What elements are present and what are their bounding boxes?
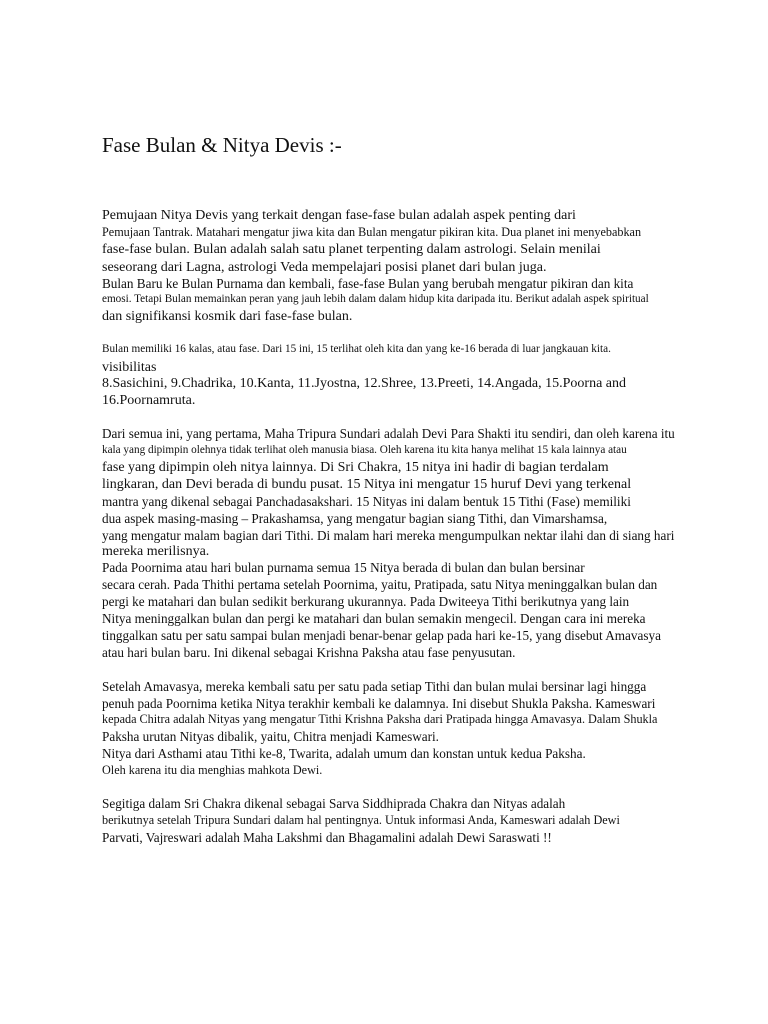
text-line: emosi. Tetapi Bulan memainkan peran yang jauh lebih dalam dalam hidup kita daripada itu. Berikut adalah aspek spiritual (102, 293, 649, 305)
text-line: fase-fase bulan. Bulan adalah salah satu planet terpenting dalam astrologi. Selain menilai (102, 242, 601, 257)
text-line: fase yang dipimpin oleh nitya lainnya. Di Sri Chakra, 15 nitya ini hadir di bagian terdalam (102, 460, 609, 475)
text-line: Pemujaan Nitya Devis yang terkait dengan fase-fase bulan adalah aspek penting dari (102, 208, 576, 223)
text-line: Nitya dari Asthami atau Tithi ke-8, Twarita, adalah umum dan konstan untuk kedua Paksha. (102, 746, 586, 761)
text-line: Oleh karena itu dia menghias mahkota Dewi. (102, 763, 323, 777)
text-line: yang mengatur malam bagian dari Tithi. Di malam hari mereka mengumpulkan nektar ilahi dan di siang hari (102, 528, 675, 543)
text-line: berikutnya setelah Tripura Sundari dalam hal pentingnya. Untuk informasi Anda, Kameswari adalah Dewi (102, 813, 620, 827)
text-line: visibilitas (102, 360, 157, 375)
text-line: pergi ke matahari dan bulan sedikit berkurang ukurannya. Pada Dwiteeya Tithi berikutnya yang lain (102, 594, 630, 609)
text-line: secara cerah. Pada Thithi pertama setelah Poornima, yaitu, Pratipada, satu Nitya meninggalkan bulan dan (102, 577, 658, 592)
text-line: lingkaran, dan Devi berada di bundu pusat. 15 Nitya ini mengatur 15 huruf Devi yang terkenal (102, 477, 632, 492)
text-line: Pada Poornima atau hari bulan purnama semua 15 Nitya berada di bulan dan bulan bersinar (102, 560, 585, 575)
document-title: Fase Bulan & Nitya Devis :- (102, 133, 342, 157)
text-line: Pemujaan Tantrak. Matahari mengatur jiwa kita dan Bulan mengatur pikiran kita. Dua planet ini menyebabkan (102, 225, 642, 239)
text-line: dan signifikansi kosmik dari fase-fase bulan. (102, 309, 353, 324)
text-line: seseorang dari Lagna, astrologi Veda mempelajari posisi planet dari bulan juga. (102, 260, 547, 275)
text-line: kala yang dipimpin olehnya tidak terlihat oleh manusia biasa. Oleh karena itu kita hanya melihat 15 kala lainnya atau (102, 444, 627, 456)
text-line: mereka merilisnya. (102, 544, 210, 559)
text-line: Paksha urutan Nityas dibalik, yaitu, Chitra menjadi Kameswari. (102, 729, 439, 744)
text-line: 16.Poornamruta. (102, 393, 196, 408)
text-line: kepada Chitra adalah Nityas yang mengatur Tithi Krishna Paksha dari Pratipada hingga Amavasya. Dalam Shukla (102, 712, 658, 726)
text-line: Setelah Amavasya, mereka kembali satu per satu pada setiap Tithi dan bulan mulai bersinar lagi hingga (102, 679, 647, 694)
text-line: dua aspek masing-masing – Prakashamsa, yang mengatur bagian siang Tithi, dan Vimarshamsa, (102, 511, 608, 526)
text-line: Dari semua ini, yang pertama, Maha Tripura Sundari adalah Devi Para Shakti itu sendiri, dan oleh karena itu (102, 426, 675, 441)
text-line: Bulan memiliki 16 kalas, atau fase. Dari 15 ini, 15 terlihat oleh kita dan yang ke-16 berada di luar jangkauan kita. (102, 343, 611, 355)
text-line: tinggalkan satu per satu sampai bulan menjadi benar-benar gelap pada hari ke-15, yang disebut Amavasya (102, 628, 661, 643)
text-line: 8.Sasichini, 9.Chadrika, 10.Kanta, 11.Jyostna, 12.Shree, 13.Preeti, 14.Angada, 15.Poorna and (102, 376, 627, 391)
text-line: Nitya meninggalkan bulan dan pergi ke matahari dan bulan semakin mengecil. Dengan cara ini mereka (102, 611, 646, 626)
text-line: Segitiga dalam Sri Chakra dikenal sebagai Sarva Siddhiprada Chakra dan Nityas adalah (102, 796, 566, 811)
text-line: Bulan Baru ke Bulan Purnama dan kembali, fase-fase Bulan yang berubah mengatur pikiran dan kita (102, 276, 634, 291)
text-line: penuh pada Poornima ketika Nitya terakhir kembali ke dalamnya. Ini disebut Shukla Paksha. Kameswari (102, 696, 656, 711)
text-line: mantra yang dikenal sebagai Panchadasakshari. 15 Nityas ini dalam bentuk 15 Tithi (Fase) memiliki (102, 494, 631, 509)
text-line: Parvati, Vajreswari adalah Maha Lakshmi dan Bhagamalini adalah Dewi Saraswati !! (102, 830, 552, 845)
text-line: atau hari bulan baru. Ini dikenal sebagai Krishna Paksha atau fase penyusutan. (102, 645, 516, 660)
